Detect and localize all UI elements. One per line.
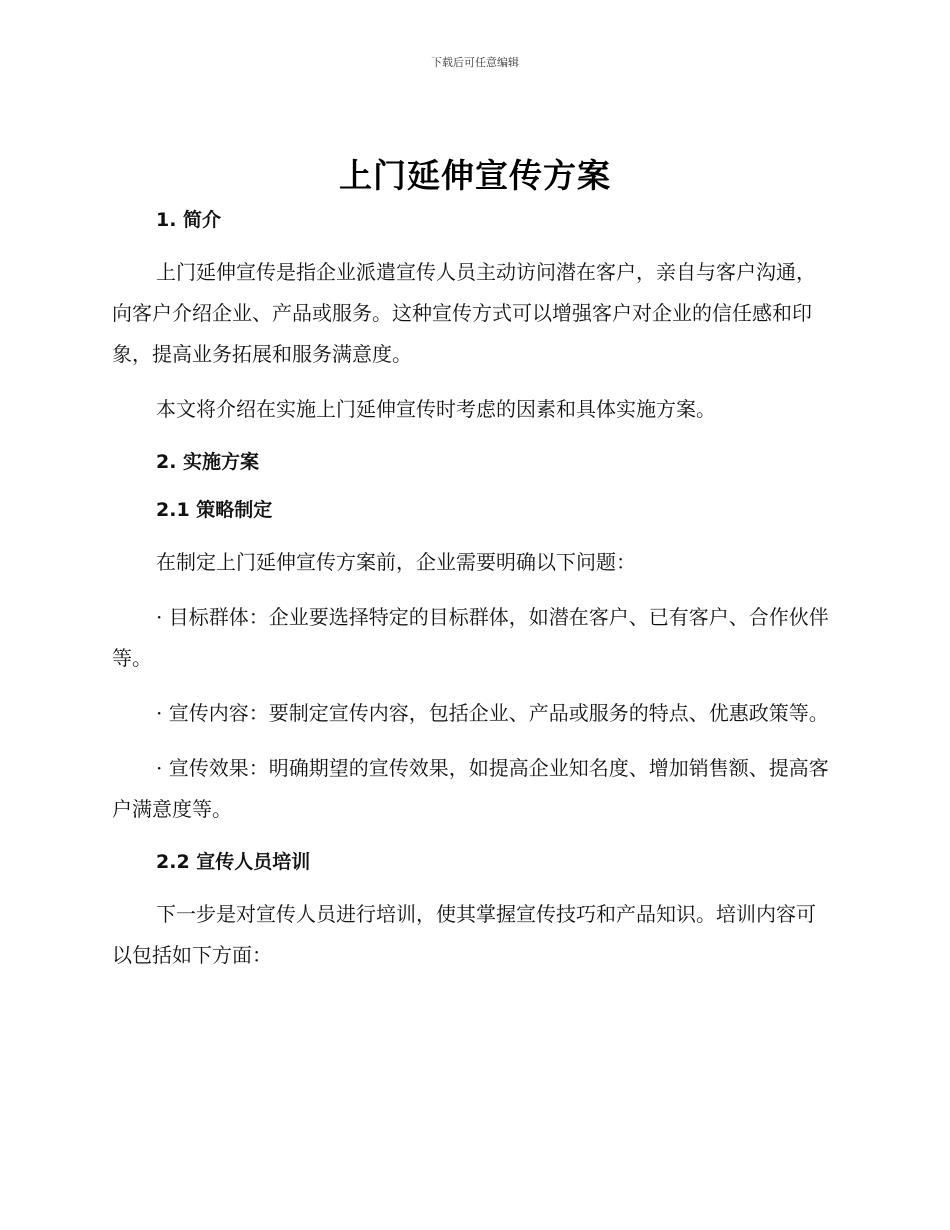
section-2-2-paragraph-1: 下一步是对宣传人员进行培训，使其掌握宣传技巧和产品知识。培训内容可以包括如下方面： [112, 902, 816, 967]
header-note: 下载后可任意编辑 [431, 56, 519, 69]
section-2-heading: 2. 实施方案 [156, 451, 260, 473]
document-body [112, 204, 832, 976]
section-2-1-intro: 在制定上门延伸宣传方案前，企业需要明确以下问题： [156, 550, 636, 574]
section-1-paragraph-2: 本文将介绍在实施上门延伸宣传时考虑的因素和具体实施方案。 [156, 397, 716, 421]
list-item-content: · 宣传内容：要制定宣传内容，包括企业、产品或服务的特点、优惠政策等。 [156, 701, 829, 725]
section-2-1-heading: 2.1 策略制定 [156, 499, 273, 521]
document-title: 上门延伸宣传方案 [339, 156, 611, 195]
list-item-effect: · 宣传效果：明确期望的宣传效果，如提高企业知名度、增加销售额、提高客户满意度等。 [112, 756, 829, 821]
section-1-heading: 1. 简介 [156, 209, 222, 231]
section-2-2-heading: 2.2 宣传人员培训 [156, 851, 311, 873]
section-1-paragraph-1: 上门延伸宣传是指企业派遣宣传人员主动访问潜在客户，亲自与客户沟通，向客户介绍企业、产品或服务。这种宣传方式可以增强客户对企业的信任感和印象，提高业务拓展和服务满意度。 [112, 260, 816, 366]
list-item-target-group: · 目标群体：企业要选择特定的目标群体，如潜在客户、已有客户、合作伙伴等。 [112, 605, 829, 670]
